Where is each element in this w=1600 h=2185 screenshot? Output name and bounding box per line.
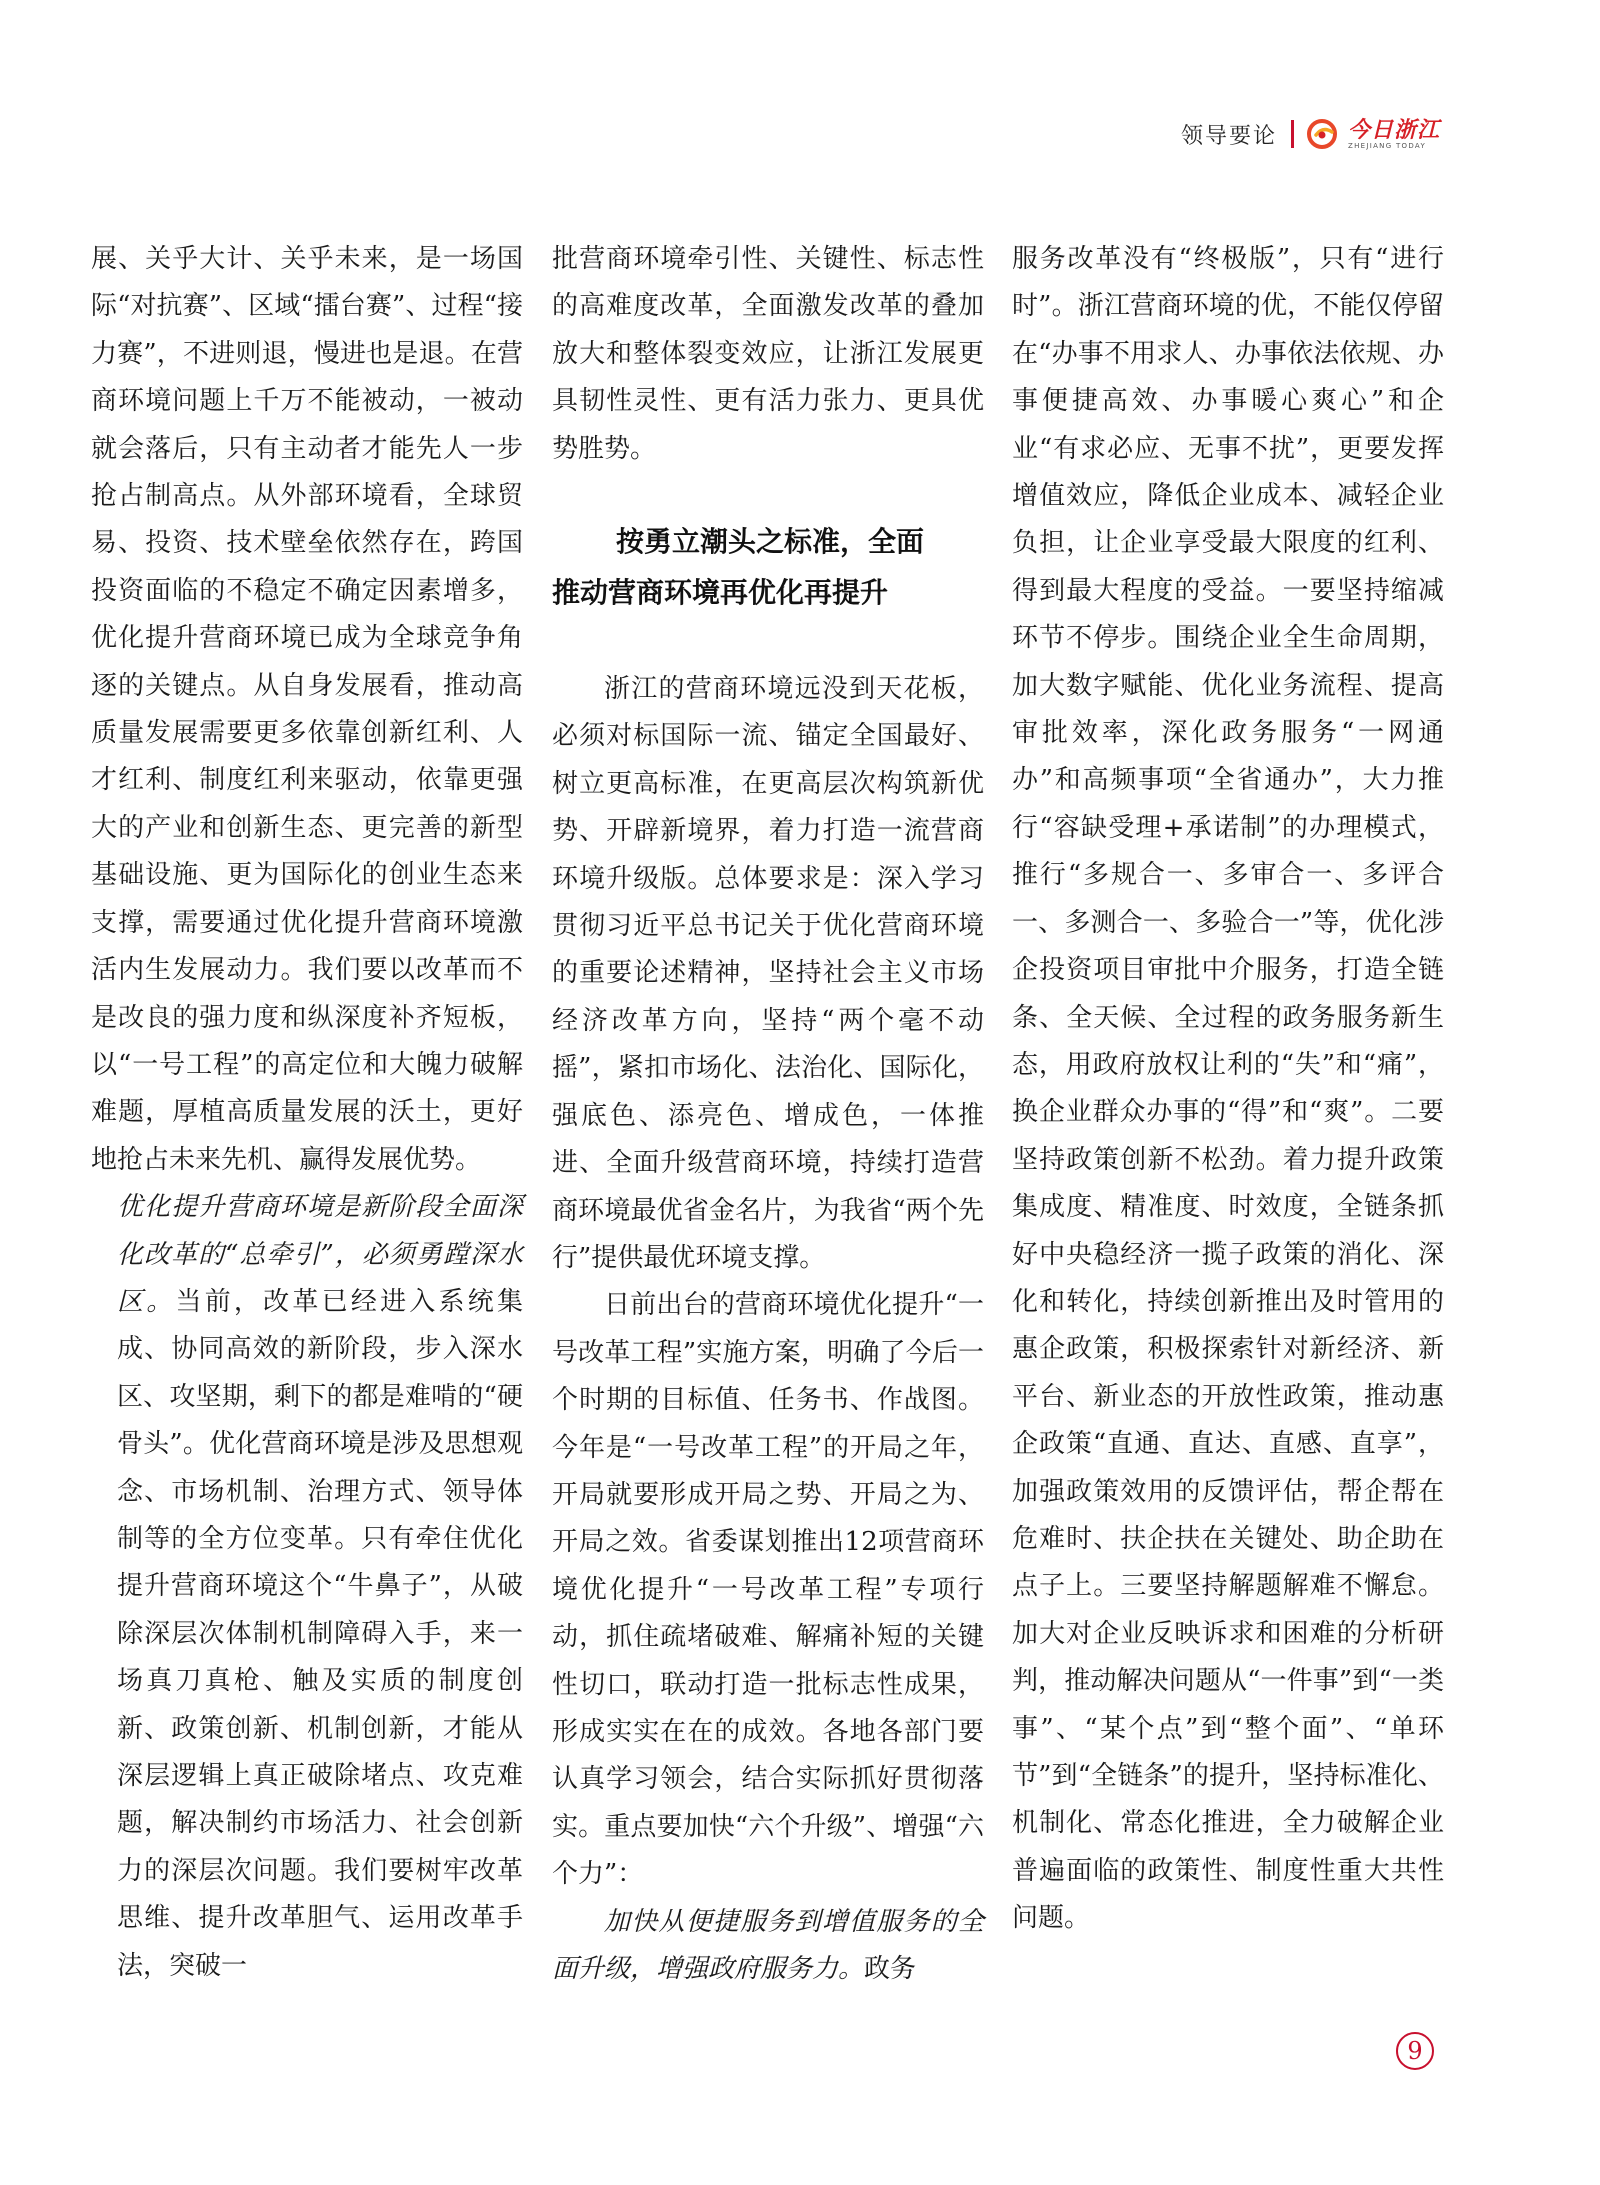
paragraph xyxy=(91,1184,523,1990)
subheading-line-1: 按勇立潮头之标准，全面 xyxy=(616,525,925,559)
paragraph-body: 当前，改革已经进入系统集成、协同高效的新阶段，步入深水区、攻坚期，剩下的都是难啃的“硬骨头”。优化营商环境是涉及思想观念、市场机制、治理方式、领导体制等的全方位变革。只有牵住优化提升营商环境这个“牛鼻子”，从破除深层次体制机制障碍入手，来一场真刀真枪、触及实质的制度创新、政策创新、机制创新，才能从深层逻辑上真正破除堵点、攻克难题，解决制约市场活力、社会创新力的深层次问题。我们要树牢改革思维、提升改革胆气、运用改革手法，突破一 xyxy=(117,1286,523,1981)
text-column-2 xyxy=(552,236,984,1993)
page-number: 9 xyxy=(1396,2032,1434,2070)
logo-chinese-text: 今日浙江 xyxy=(1347,116,1440,143)
page-header xyxy=(1181,118,1440,150)
magazine-logo xyxy=(1306,118,1440,150)
logo-swirl-icon xyxy=(1306,118,1342,150)
lead-sentence: 加快从便捷服务到增值服务的全面升级，增强政府服务力。 xyxy=(552,1906,984,1984)
paragraph: 服务改革没有“终极版”，只有“进行时”。浙江营商环境的优，不能仅停留在“办事不用求人、办事依法依规、办事便捷高效、办事暖心爽心”和企业“有求必应、无事不扰”，更要发挥增值效应，降低企业成本、减轻企业负担，让企业享受最大限度的红利、得到最大程度的受益。一要坚持缩减环节不停步。围绕企业全生命周期，加大数字赋能、优化业务流程、提高审批效率，深化政务服务“一网通办”和高频事项“全省通办”，大力推行“容缺受理+承诺制”的办理模式，推行“多规合一、多审合一、多评合一、多测合一、多验合一”等，优化涉企投资项目审批中介服务，打造全链条、全天候、全过程的政务服务新生态，用政府放权让利的“失”和“痛”，换企业群众办事的“得”和“爽”。二要坚持政策创新不松劲。着力提升政策集成度、精准度、时效度，全链条抓好中央稳经济一揽子政策的消化、深化和转化，持续创新推出及时管用的惠企政策，积极探索针对新经济、新平台、新业态的开放性政策，推动惠企政策“直通、直达、直感、直享”，加强政策效用的反馈评估，帮企帮在危难时、扶企扶在关键处、助企助在点子上。三要坚持解题解难不懈怠。加大对企业反映诉求和困难的分析研判，推动解决问题从“一件事”到“一类事”、“某个点”到“整个面”、“单环节”到“全链条”的提升，坚持标准化、机制化、常态化推进，全力破解企业普遍面临的政策性、制度性重大共性问题。 xyxy=(1012,244,1444,1934)
logo-english-text: ZHEJIANG TODAY xyxy=(1347,141,1427,150)
header-divider xyxy=(1291,120,1294,148)
section-subheading xyxy=(552,516,984,618)
paragraph: 日前出台的营商环境优化提升“一号改革工程”实施方案，明确了今后一个时期的目标值、任务书、作战图。今年是“一号改革工程”的开局之年，开局就要形成开局之势、开局之为、开局之效。省委谋划推出12项营商环境优化提升“一号改革工程”专项行动，抓住疏堵破难、解痛补短的关键性切口，联动打造一批标志性成果，形成实实在在的成效。各地各部门要认真学习领会，结合实际抓好贯彻落实。重点要加快“六个升级”、增强“六个力”： xyxy=(552,1290,984,1890)
paragraph: 浙江的营商环境远没到天花板，必须对标国际一流、锚定全国最好、树立更高标准，在更高层次构筑新优势、开辟新境界，着力打造一流营商环境升级版。总体要求是：深入学习贯彻习近平总书记关于优化营商环境的重要论述精神，坚持社会主义市场经济改革方向，坚持“两个毫不动摇”，紧扣市场化、法治化、国际化，强底色、添亮色、增成色，一体推进、全面升级营商环境，持续打造营商环境最优省金名片，为我省“两个先行”提供最优环境支撑。 xyxy=(552,674,984,1273)
lead-sentence: 优化提升营商环境是新阶段全面深化改革的“总牵引”，必须勇蹚深水区。 xyxy=(117,1192,523,1317)
paragraph-body: 政务 xyxy=(864,1954,917,1984)
paragraph xyxy=(552,1899,984,1994)
section-label: 领导要论 xyxy=(1180,123,1277,149)
text-column-3 xyxy=(1012,236,1444,1943)
text-column-1 xyxy=(91,236,523,1990)
subheading-line-2: 推动营商环境再优化再提升 xyxy=(552,576,889,610)
paragraph: 展、关乎大计、关乎未来，是一场国际“对抗赛”、区域“擂台赛”、过程“接力赛”，不进则退，慢进也是退。在营商环境问题上千万不能被动，一被动就会落后，只有主动者才能先人一步抢占制高点。从外部环境看，全球贸易、投资、技术壁垒依然存在，跨国投资面临的不稳定不确定因素增多，优化提升营商环境已成为全球竞争角逐的关键点。从自身发展看，推动高质量发展需要更多依靠创新红利、人才红利、制度红利来驱动，依靠更强大的产业和创新生态、更完善的新型基础设施、更为国际化的创业生态来支撑，需要通过优化提升营商环境激活内生发展动力。我们要以改革而不是改良的强力度和纵深度补齐短板，以“一号工程”的高定位和大魄力破解难题，厚植高质量发展的沃土，更好地抢占未来先机、赢得发展优势。 xyxy=(91,244,523,1175)
paragraph: 批营商环境牵引性、关键性、标志性的高难度改革，全面激发改革的叠加放大和整体裂变效应，让浙江发展更具韧性灵性、更有活力张力、更具优势胜势。 xyxy=(552,244,984,464)
